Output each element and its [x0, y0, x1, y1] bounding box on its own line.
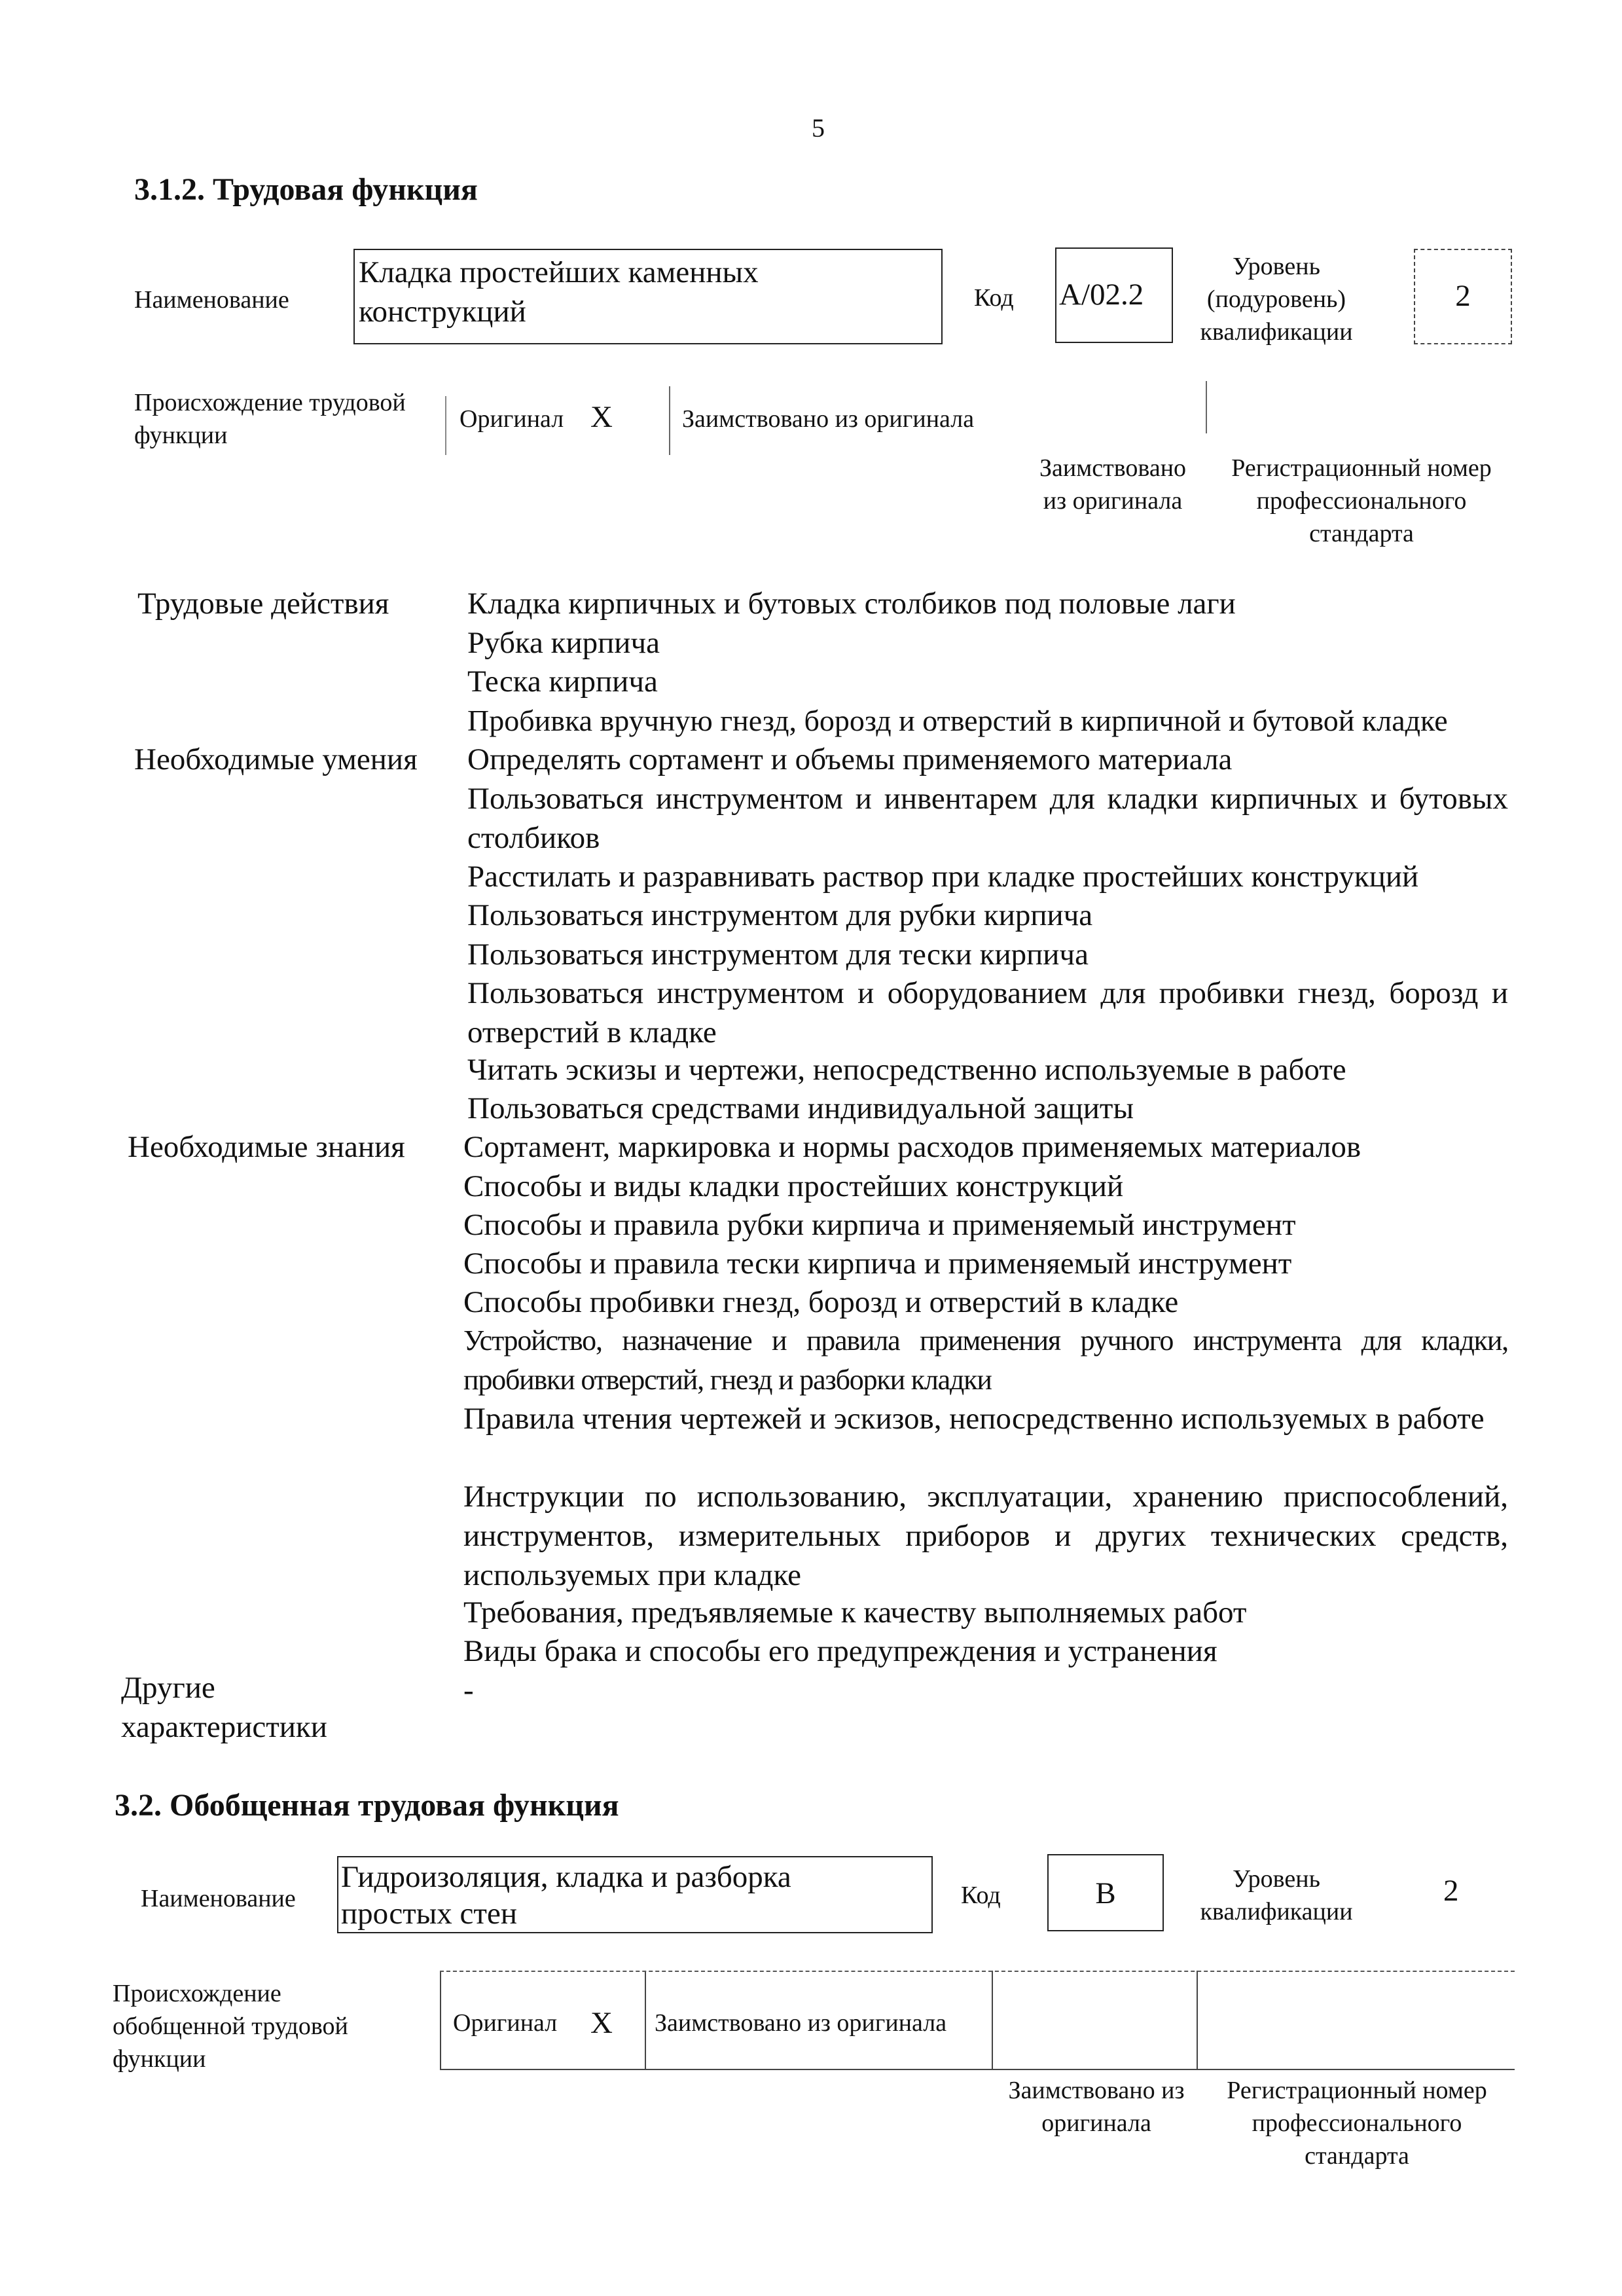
gf-code-label: Код	[961, 1882, 1001, 1909]
action-item: Теска кирпича	[467, 665, 658, 699]
gf-origin-label-line-3: функции	[113, 2045, 206, 2073]
gf-borrowed-label: Заимствовано из оригинала	[655, 2009, 947, 2037]
gf-origin-divider-3	[1197, 1971, 1198, 2070]
level-caption	[1191, 250, 1361, 348]
gf-name-line-1: Гидроизоляция, кладка и разборка	[341, 1860, 791, 1894]
original-label: Оригинал	[460, 405, 564, 433]
borrowed-caption	[1021, 452, 1204, 517]
gf-origin-divider-2	[992, 1971, 993, 2070]
other-label	[121, 1668, 327, 1747]
skill-item: Пользоваться инструментом для тески кирпича	[467, 938, 1089, 972]
action-item: Рубка кирпича	[467, 626, 660, 660]
gf-name-label: Наименование	[141, 1885, 296, 1912]
borrowed-label: Заимствовано из оригинала	[682, 405, 975, 433]
gf-level-caption-line-1: Уровень	[1233, 1865, 1320, 1893]
level-caption-line-1: Уровень	[1233, 253, 1320, 280]
gf-original-label: Оригинал	[453, 2009, 558, 2037]
action-item: Пробивка вручную гнезд, борозд и отверстий в кирпичной и бутовой кладке	[467, 704, 1448, 737]
reg-number-caption	[1211, 452, 1512, 550]
level-value: 2	[1455, 279, 1471, 313]
gf-reg-caption-line-2: профессионального	[1252, 2109, 1462, 2137]
knowledge-item: Способы и правила рубки кирпича и применяемый инструмент	[463, 1208, 1296, 1242]
skill-item: Пользоваться инструментом и инвентарем для кладки кирпичных и бутовых столбиков	[467, 782, 1508, 855]
borrowed-caption-line-2: из оригинала	[1043, 487, 1183, 515]
page-number: 5	[812, 113, 825, 143]
origin-divider-1	[445, 396, 446, 455]
origin-label-line-1: Происхождение трудовой	[134, 389, 406, 416]
name-line-2: конструкций	[359, 295, 526, 329]
knowledge-item: Требования, предъявляемые к качеству выполняемых работ	[463, 1595, 1247, 1630]
skill-item: Читать эскизы и чертежи, непосредственно используемые в работе	[467, 1053, 1346, 1087]
skill-item: Расстилать и разравнивать раствор при кладке простейших конструкций	[467, 860, 1419, 894]
skill-item: Пользоваться средствами индивидуальной защиты	[467, 1091, 1134, 1125]
other-label-line-2: характеристики	[121, 1710, 327, 1744]
gf-name-line-2: простых стен	[341, 1897, 517, 1931]
knowledge-item: Устройство, назначение и правила применения ручного инструмента для кладки, пробивки отверстий, гнезд и разборки кладки	[463, 1324, 1508, 1396]
skill-item: Определять сортамент и объемы применяемого материала	[467, 742, 1233, 776]
origin-label	[134, 386, 406, 452]
name-line-1: Кладка простейших каменных	[359, 255, 759, 289]
code-value: А/02.2	[1059, 278, 1144, 312]
origin-label-line-2: функции	[134, 422, 228, 449]
gf-level-caption-line-2: квалификации	[1200, 1898, 1353, 1925]
code-label: Код	[974, 284, 1014, 312]
level-caption-line-3: квалификации	[1200, 318, 1353, 346]
gf-origin-label	[113, 1977, 348, 2075]
section-title-32: 3.2. Обобщенная трудовая функция	[115, 1788, 619, 1823]
knowledge-item: Способы и правила тески кирпича и применяемый инструмент	[463, 1247, 1292, 1281]
name-box	[353, 249, 943, 344]
reg-caption-line-2: профессионального	[1256, 487, 1467, 515]
knowledge-item: Сортамент, маркировка и нормы расходов применяемых материалов	[463, 1130, 1361, 1164]
gf-name-box	[337, 1856, 933, 1933]
gf-reg-caption-line-3: стандарта	[1305, 2142, 1409, 2170]
gf-reg-number-caption	[1203, 2074, 1511, 2172]
level-caption-line-2: (подуровень)	[1206, 285, 1346, 313]
level-box	[1414, 249, 1512, 344]
gf-origin-top-border	[440, 1971, 1515, 1972]
other-value: -	[463, 1673, 474, 1707]
reg-caption-line-3: стандарта	[1309, 520, 1414, 547]
skills-label: Необходимые умения	[134, 742, 418, 776]
borrowed-caption-line-1: Заимствовано	[1039, 454, 1187, 482]
other-label-line-1: Другие	[121, 1671, 215, 1705]
gf-borrowed-caption	[988, 2074, 1204, 2140]
knowledge-label: Необходимые знания	[128, 1130, 405, 1164]
reg-caption-line-1: Регистрационный номер	[1231, 454, 1492, 482]
name-label: Наименование	[134, 286, 289, 314]
gf-borrowed-caption-line-2: оригинала	[1041, 2109, 1151, 2137]
knowledge-item: Способы пробивки гнезд, борозд и отверстий в кладке	[463, 1285, 1179, 1319]
knowledge-item: Виды брака и способы его предупреждения и устранения	[463, 1634, 1217, 1668]
knowledge-item: Инструкции по использованию, эксплуатации, хранению приспособлений, инструментов, измерительных приборов и других технических средств, используемых при кладке	[463, 1480, 1508, 1592]
gf-origin-label-line-1: Происхождение	[113, 1980, 281, 2007]
code-box	[1055, 247, 1173, 343]
section-title-312: 3.1.2. Трудовая функция	[134, 172, 478, 207]
skill-item: Пользоваться инструментом и оборудованием для пробивки гнезд, борозд и отверстий в кладке	[467, 976, 1508, 1049]
knowledge-item: Способы и виды кладки простейших конструкций	[463, 1169, 1124, 1203]
origin-divider-3	[1206, 381, 1207, 433]
knowledge-item: Правила чтения чертежей и эскизов, непосредственно используемых в работе	[463, 1402, 1485, 1436]
gf-level-value: 2	[1443, 1874, 1459, 1908]
gf-reg-caption-line-1: Регистрационный номер	[1227, 2077, 1487, 2104]
gf-original-mark: X	[590, 2006, 613, 2040]
gf-origin-divider-1	[645, 1971, 646, 2070]
gf-borrowed-caption-line-1: Заимствовано из	[1008, 2077, 1185, 2104]
gf-origin-label-line-2: обобщенной трудовой	[113, 2013, 348, 2040]
gf-code-box	[1047, 1854, 1164, 1931]
gf-code-value: В	[1095, 1876, 1116, 1910]
original-mark: X	[590, 400, 613, 434]
origin-divider-2	[669, 386, 670, 455]
actions-label: Трудовые действия	[137, 587, 389, 621]
action-item: Кладка кирпичных и бутовых столбиков под половые лаги	[467, 587, 1236, 621]
skill-item: Пользоваться инструментом для рубки кирпича	[467, 898, 1093, 932]
gf-level-caption	[1191, 1863, 1361, 1928]
